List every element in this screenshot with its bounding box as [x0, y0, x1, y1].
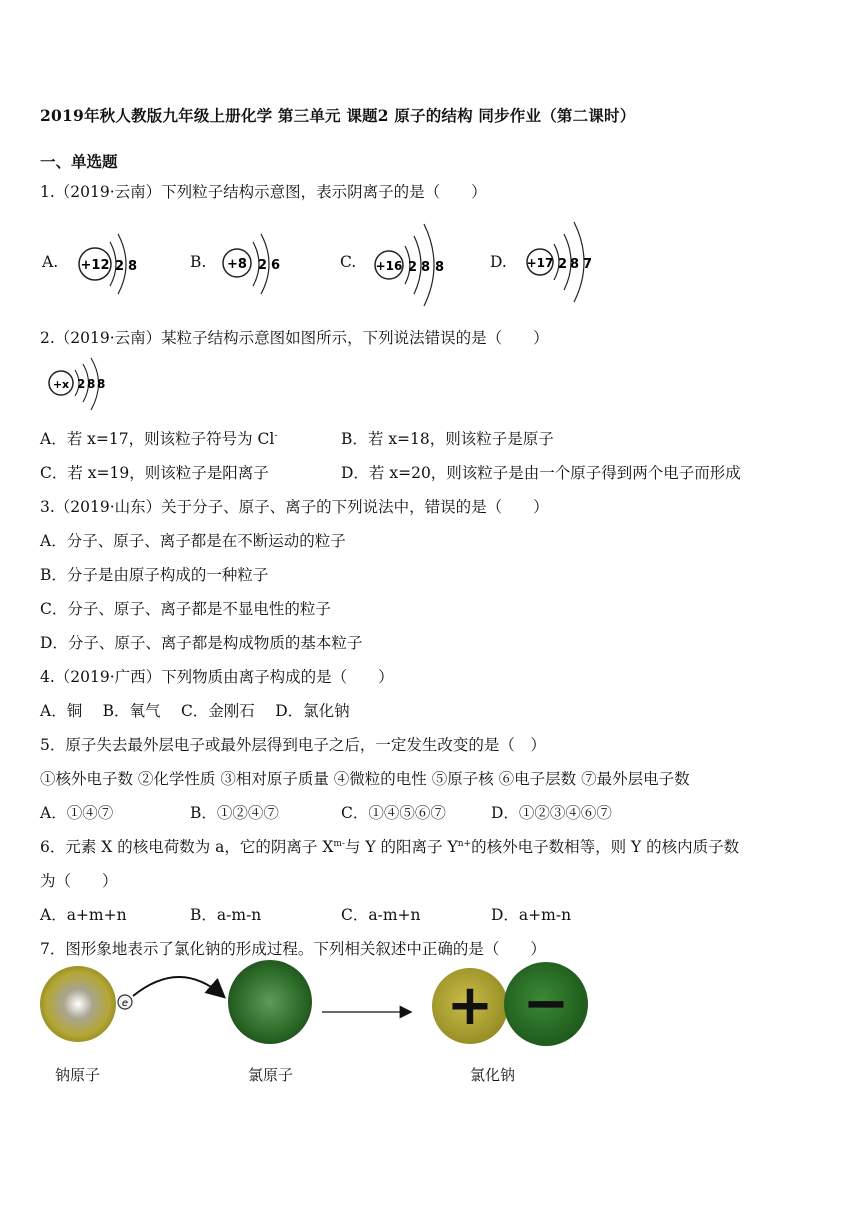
q6-option-b: B．a-m-n	[190, 906, 262, 924]
q3-option-c: C．分子、原子、离子都是不显电性的粒子	[40, 600, 331, 618]
document-title: 2019年秋人教版九年级上册化学 第三单元 课题2 原子的结构 同步作业（第二课时）	[40, 106, 636, 125]
q1-c-nucleus: +16	[375, 259, 403, 273]
plus-sign: +	[446, 973, 494, 1038]
q2-option-c: C．若 x=19，则该粒子是阳离子	[40, 464, 269, 482]
q2-stem: 2.（2019·云南）某粒子结构示意图如图所示，下列说法错误的是（ ）	[40, 329, 549, 347]
q1-d-shell-1: 2	[558, 257, 568, 272]
nacl-formation-figure	[30, 960, 610, 1060]
q5-option-a: A．①④⑦	[40, 804, 114, 822]
q6-stem	[40, 835, 739, 857]
q1-option-b-label: B.	[190, 253, 207, 271]
q2-diagram	[44, 356, 120, 414]
q1-option-d-label: D.	[490, 253, 507, 271]
label-sodium-chloride: 氯化钠	[470, 1066, 516, 1084]
q6-stem-part2: 与 Y 的阳离子 Y	[344, 838, 458, 856]
q1-option-c-diagram	[370, 216, 460, 310]
q6-option-d: D．a+m-n	[491, 906, 572, 924]
q7-stem: 7．图形象地表示了氯化钠的形成过程。下列相关叙述中正确的是（ ）	[40, 940, 546, 958]
q1-option-a-label: A.	[42, 253, 59, 271]
q1-b-shell-2: 6	[271, 258, 281, 273]
q1-option-b-diagram	[213, 220, 293, 300]
electron-symbol: e	[121, 998, 129, 1009]
q3-option-a: A．分子、原子、离子都是在不断运动的粒子	[40, 532, 346, 550]
q1-c-shell-1: 2	[408, 260, 418, 275]
q1-c-shell-3: 8	[435, 260, 445, 275]
minus-sign: −	[522, 971, 570, 1036]
q5-option-b: B．①②④⑦	[190, 804, 279, 822]
q1-d-shell-3: 7	[583, 257, 593, 272]
q3-stem: 3.（2019·山东）关于分子、原子、离子的下列说法中，错误的是（ ）	[40, 498, 549, 516]
q4-stem: 4.（2019·广西）下列物质由离子构成的是（ ）	[40, 668, 394, 686]
q1-b-nucleus: +8	[227, 257, 247, 272]
q1-d-shell-2: 8	[570, 257, 580, 272]
q5-items: ①核外电子数 ②化学性质 ③相对原子质量 ④微粒的电性 ⑤原子核 ⑥电子层数 ⑦最外层电子数	[40, 770, 690, 788]
q3-option-d: D．分子、原子、离子都是构成物质的基本粒子	[40, 634, 363, 652]
q6-stem-part3: 的核外电子数相等，则 Y 的核内质子数	[471, 838, 740, 856]
q2-option-d: D．若 x=20，则该粒子是由一个原子得到两个电子而形成	[341, 464, 741, 482]
q1-a-shell-2: 8	[128, 259, 138, 274]
q6-option-c: C．a-m+n	[341, 906, 421, 924]
q2-nucleus: +x	[52, 378, 70, 391]
label-sodium-atom: 钠原子	[55, 1066, 101, 1084]
q1-stem: 1.（2019·云南）下列粒子结构示意图，表示阴离子的是（ ）	[40, 183, 487, 201]
transfer-arrow-icon	[133, 977, 223, 996]
chlorine-atom	[228, 960, 312, 1044]
q1-d-nucleus: +17	[526, 256, 554, 270]
q2-shell-2: 8	[87, 377, 96, 391]
q6-sup-x: m-	[333, 838, 345, 849]
section-heading: 一、单选题	[40, 152, 118, 171]
label-chlorine-atom: 氯原子	[248, 1066, 294, 1084]
q6-option-a: A．a+m+n	[40, 906, 127, 924]
q3-option-b: B．分子是由原子构成的一种粒子	[40, 566, 269, 584]
q2-shell-1: 2	[77, 377, 86, 391]
q1-option-a-diagram	[70, 220, 150, 300]
q1-a-nucleus: +12	[80, 258, 110, 273]
q1-c-shell-2: 8	[421, 260, 431, 275]
q5-option-c: C．①④⑤⑥⑦	[341, 804, 446, 822]
q1-option-d-diagram	[518, 218, 608, 308]
q4-options: A．铜 B．氧气 C．金刚石 D．氯化钠	[40, 702, 350, 720]
q6-stem-part1: 6．元素 X 的核电荷数为 a，它的阴离子 X	[40, 838, 334, 856]
sodium-atom	[40, 966, 116, 1042]
q1-a-shell-1: 2	[115, 259, 125, 274]
q1-b-shell-1: 2	[258, 258, 268, 273]
q2-option-a-charge: -	[274, 430, 278, 441]
q2-option-b: B．若 x=18，则该粒子是原子	[341, 430, 554, 448]
q2-shell-3: 8	[97, 377, 106, 391]
q2-option-a	[40, 427, 277, 449]
q6-sup-y: n+	[457, 838, 472, 849]
q5-stem: 5．原子失去最外层电子或最外层得到电子之后，一定发生改变的是（ ）	[40, 736, 546, 754]
q2-option-a-text: A．若 x=17，则该粒子符号为 Cl	[40, 430, 275, 448]
q1-option-c-label: C.	[340, 253, 357, 271]
q6-stem-line2: 为（ ）	[40, 872, 118, 890]
q5-option-d: D．①②③④⑥⑦	[491, 804, 612, 822]
